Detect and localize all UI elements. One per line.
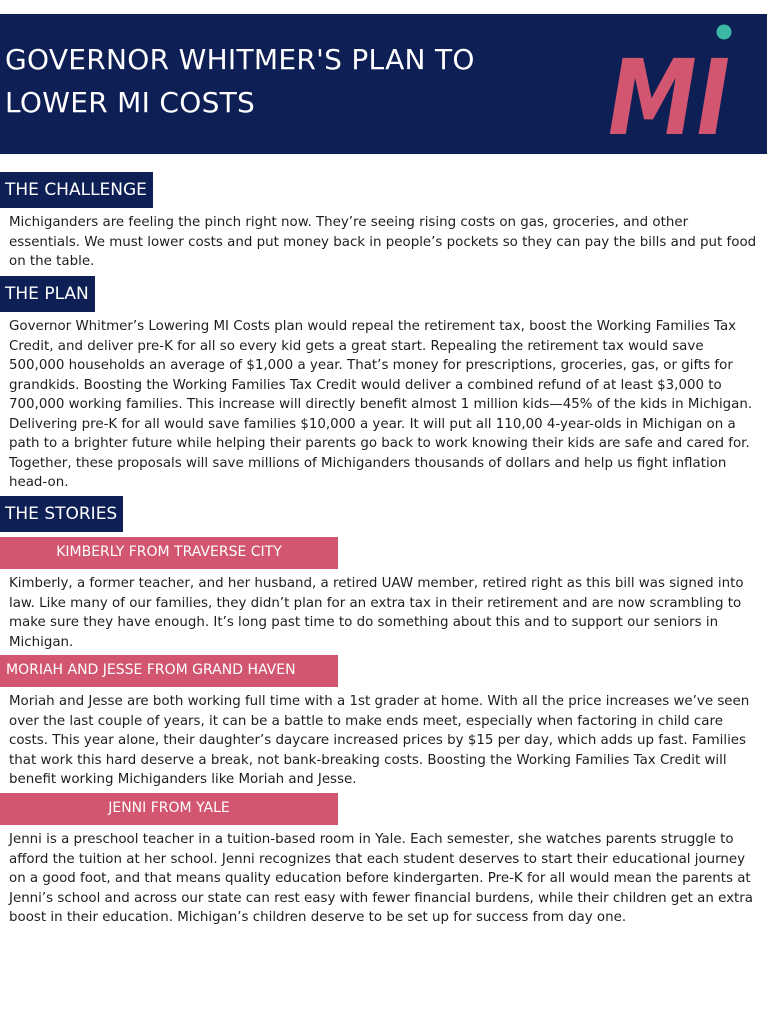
story-heading-kimberly: KIMBERLY FROM TRAVERSE CITY	[0, 537, 338, 569]
page-title: GOVERNOR WHITMER'S PLAN TO LOWER MI COSTS	[5, 43, 475, 119]
story-paragraph-moriah-jesse: Moriah and Jesse are both working full time with a 1st grader at home. With all the price increases we’ve seen over the last couple of years, it can be a battle to make ends meet, especially when factoring in child care costs. This year alone, their daughter’s daycare increased prices by $15 per day, which adds up fast. Families that work this hard deserve a break, not bank-breaking costs. Boosting the Working Families Tax Credit will benefit working Michiganders like Moriah and Jesse.	[9, 694, 750, 787]
plan-paragraph: Governor Whitmer’s Lowering MI Costs plan would repeal the retirement tax, boost the Working Families Tax Credit, and deliver pre-K for all so every kid gets a great start. Repealing the retirement tax would save 500,000 households an average of $1,000 a year. That’s money for prescriptions, groceries, gas, or gifts for grandkids. Boosting the Working Families Tax Credit would deliver a combined refund of at least $3,000 to 700,000 working families. This increase will directly benefit almost 1 million kids—45% of the kids in Michigan. Delivering pre-K for all would save families $10,000 a year. It will put all 110,00 4-year-olds in Michigan on a path to a brighter future while helping their parents go back to work knowing their kids are safe and cared for. Together, these proposals will save millions of Michiganders thousands of dollars and help us fight inflation head-on.	[9, 319, 753, 490]
section-heading-plan: THE PLAN	[0, 276, 95, 312]
story-paragraph-jenni: Jenni is a preschool teacher in a tuition-based room in Yale. Each semester, she watches parents struggle to afford the tuition at her school. Jenni recognizes that each student deserves to start their educational journey on a good foot, and that means quality education before kindergarten. Pre-K for all would mean the parents at Jenni’s school and across our state can rest easy with fewer financial burdens, while their children get an extra boost in their education. Michigan’s children deserve to be set up for success from day one.	[9, 832, 753, 925]
story-paragraph-kimberly: Kimberly, a former teacher, and her husband, a retired UAW member, retired right as this bill was signed into law. Like many of our families, they didn’t plan for an extra tax in their retirement and are now scrambling to make sure they have enough. It’s long past time to do something about this and to support our seniors in Michigan.	[9, 576, 744, 650]
section-heading-challenge: THE CHALLENGE	[0, 172, 153, 208]
story-heading-jenni: JENNI FROM YALE	[0, 793, 338, 825]
michigan-mi-logo-icon	[606, 22, 736, 148]
logo-lettering: MI	[608, 37, 730, 148]
header-banner	[0, 14, 767, 154]
section-heading-stories: THE STORIES	[0, 496, 123, 532]
challenge-paragraph: Michiganders are feeling the pinch right now. They’re seeing rising costs on gas, groceries, and other essentials. We must lower costs and put money back in people’s pockets so they can pay the bills and put food on the table.	[9, 215, 757, 269]
story-heading-moriah-jesse: MORIAH AND JESSE FROM GRAND HAVEN	[0, 655, 338, 687]
